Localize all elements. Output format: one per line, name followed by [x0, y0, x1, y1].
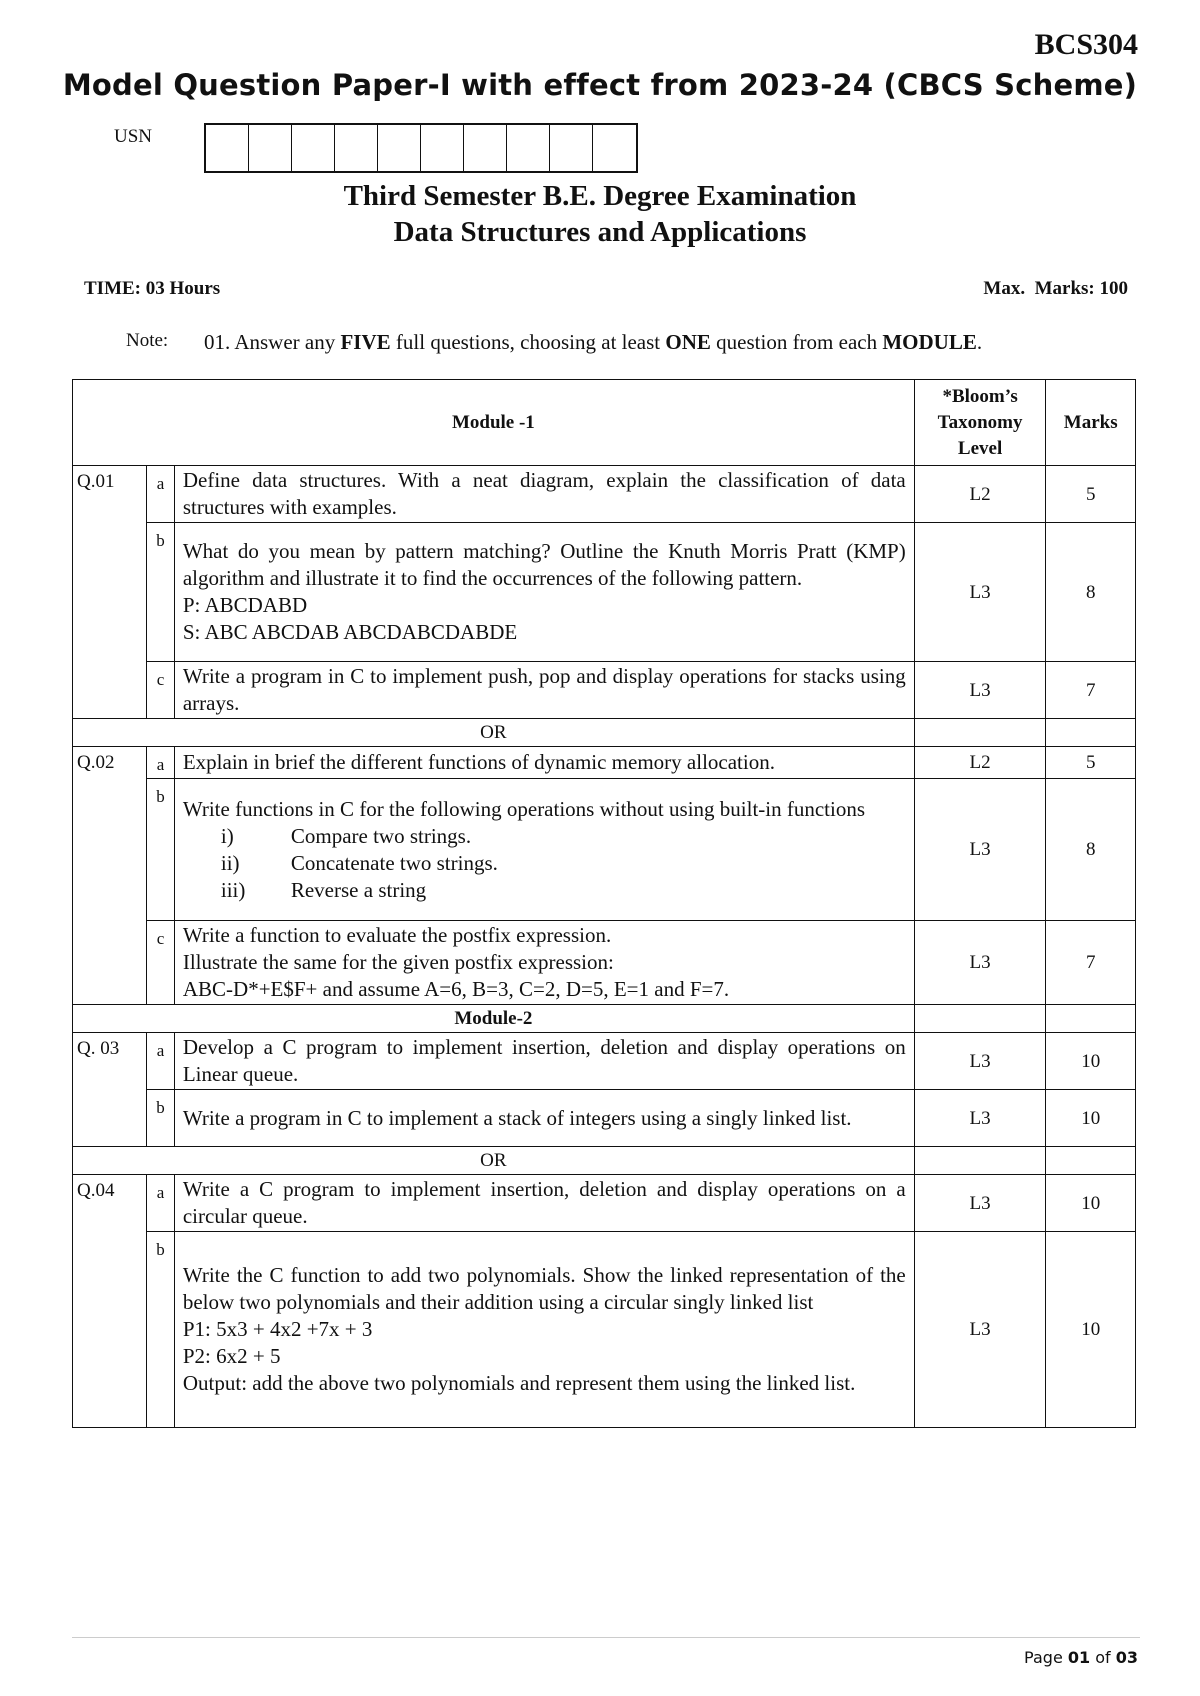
- empty-cell: [914, 719, 1046, 747]
- question-table: [72, 379, 1136, 1428]
- or-row: [73, 1147, 1136, 1175]
- question-text: Explain in brief the different functions of dynamic memory allocation.: [174, 747, 914, 779]
- marks-value: 10: [1046, 1090, 1136, 1147]
- string-line: S: ABC ABCDAB ABCDABCDABDE: [182, 620, 518, 644]
- question-text: Develop a C program to implement insertion, deletion and display operations on Linear queue.: [174, 1033, 914, 1090]
- sub-question-letter: b: [147, 1090, 175, 1147]
- note-part: .: [976, 330, 983, 354]
- max-marks: Max. Marks: 100: [983, 278, 1128, 299]
- question-text: Write a C program to implement insertion, deletion and display operations on a circular queue.: [174, 1175, 914, 1232]
- subject-title: Data Structures and Applications: [393, 216, 807, 248]
- marks-value: 8: [1046, 779, 1136, 921]
- footer-part: Page: [1024, 1648, 1068, 1667]
- polynomial-p1: P1: 5x3 + 4x2 +7x + 3: [182, 1317, 373, 1341]
- question-number: Q.02: [73, 747, 147, 1005]
- sub-question-letter: a: [147, 1033, 175, 1090]
- question-text: What do you mean by pattern matching? Outline the Knuth Morris Pratt (KMP) algorithm and illustrate it to find the occurrences of the following pattern.: [182, 539, 906, 590]
- sub-question-letter: c: [147, 662, 175, 719]
- question-number: Q. 03: [73, 1033, 147, 1147]
- sub-question-letter: b: [147, 779, 175, 921]
- note-label: Note:: [126, 330, 169, 351]
- list-item: [183, 850, 906, 877]
- empty-cell: [914, 1147, 1046, 1175]
- table-row: [73, 1033, 1136, 1090]
- usn-box: [206, 125, 249, 171]
- polynomial-p2: P2: 6x2 + 5: [182, 1344, 281, 1368]
- marks-value: 10: [1046, 1033, 1136, 1090]
- question-text-block: [174, 1232, 914, 1428]
- exam-heading: [0, 178, 1200, 250]
- module-header: Module -1: [73, 380, 915, 466]
- or-separator: OR: [73, 1147, 915, 1175]
- question-text-block: [174, 779, 914, 921]
- empty-cell: [1046, 719, 1136, 747]
- marks-value: 8: [1046, 523, 1136, 662]
- table-row: [73, 466, 1136, 523]
- table-row: [73, 747, 1136, 779]
- note-part: question from each: [710, 330, 883, 354]
- bloom-level: L3: [914, 1232, 1046, 1428]
- usn-box: [550, 125, 593, 171]
- bloom-level: L2: [914, 466, 1046, 523]
- bloom-level: L3: [914, 1090, 1046, 1147]
- usn-box: [593, 125, 636, 171]
- postfix-expression: ABC-D*+E$F+ and assume A=6, B=3, C=2, D=5, E=1 and F=7.: [182, 977, 730, 1001]
- list-item-number: ii): [220, 850, 240, 875]
- usn-box: [292, 125, 335, 171]
- usn-box: [464, 125, 507, 171]
- note-part: full questions, choosing at least: [390, 330, 666, 354]
- table-row: [73, 779, 1136, 921]
- question-text: Illustrate the same for the given postfix expression:: [182, 950, 614, 974]
- usn-box: [378, 125, 421, 171]
- list-item-text: Concatenate two strings.: [290, 850, 498, 875]
- question-number: Q.01: [73, 466, 147, 719]
- question-text-block: [174, 921, 914, 1005]
- page-total: 03: [1115, 1648, 1138, 1667]
- exam-title: Third Semester B.E. Degree Examination: [343, 180, 857, 212]
- bloom-level: L3: [914, 523, 1046, 662]
- marks-value: 7: [1046, 921, 1136, 1005]
- empty-cell: [1046, 1005, 1136, 1033]
- note-part: 01. Answer any: [204, 330, 341, 354]
- list-item: [183, 877, 906, 904]
- sub-question-letter: c: [147, 921, 175, 1005]
- empty-cell: [1046, 1147, 1136, 1175]
- footer-divider: [72, 1637, 1140, 1638]
- or-row: [73, 719, 1136, 747]
- marks-value: 5: [1046, 466, 1136, 523]
- usn-box: [507, 125, 550, 171]
- list-item-number: iii): [220, 877, 246, 902]
- list-item-text: Reverse a string: [290, 877, 427, 902]
- list-item-text: Compare two strings.: [290, 823, 472, 848]
- module-row: [73, 1005, 1136, 1033]
- question-text: Write a function to evaluate the postfix expression.: [182, 923, 612, 947]
- bloom-level: L3: [914, 921, 1046, 1005]
- table-row: [73, 921, 1136, 1005]
- question-text: Write a program in C to implement push, pop and display operations for stacks using arrays.: [174, 662, 914, 719]
- table-row: [73, 523, 1136, 662]
- table-row: [73, 1090, 1136, 1147]
- note-emphasis: MODULE: [882, 330, 977, 354]
- bloom-level: L3: [914, 1175, 1046, 1232]
- exam-time: TIME: 03 Hours: [84, 278, 221, 299]
- question-text-block: [174, 523, 914, 662]
- question-text: Output: add the above two polynomials and represent them using the linked list.: [182, 1371, 856, 1395]
- list-item: [183, 823, 906, 850]
- sub-question-letter: a: [147, 1175, 175, 1232]
- note-emphasis: FIVE: [340, 330, 391, 354]
- course-code: BCS304: [1034, 28, 1138, 61]
- table-row: [73, 662, 1136, 719]
- question-text: Write the C function to add two polynomials. Show the linked representation of the below two polynomials and their addition using a circular singly linked list: [182, 1263, 906, 1314]
- usn-box: [335, 125, 378, 171]
- table-row: [73, 1232, 1136, 1428]
- marks-header: Marks: [1046, 380, 1136, 466]
- empty-cell: [914, 1005, 1046, 1033]
- page-footer: [1024, 1648, 1138, 1667]
- sub-question-letter: a: [147, 466, 175, 523]
- usn-box: [249, 125, 292, 171]
- table-header-row: [73, 380, 1136, 466]
- question-text: Define data structures. With a neat diagram, explain the classification of data structures with examples.: [174, 466, 914, 523]
- marks-value: 10: [1046, 1175, 1136, 1232]
- marks-value: 10: [1046, 1232, 1136, 1428]
- usn-label: USN: [114, 126, 153, 147]
- or-separator: OR: [73, 719, 915, 747]
- usn-box: [421, 125, 464, 171]
- table-row: [73, 1175, 1136, 1232]
- paper-title: Model Question Paper-I with effect from 2023-24 (CBCS Scheme): [62, 68, 1138, 102]
- bloom-level: L3: [914, 779, 1046, 921]
- footer-part: of: [1090, 1648, 1116, 1667]
- bloom-level: L2: [914, 747, 1046, 779]
- sub-question-letter: b: [147, 1232, 175, 1428]
- marks-value: 5: [1046, 747, 1136, 779]
- question-text: Write a program in C to implement a stack of integers using a singly linked list.: [174, 1090, 914, 1147]
- usn-boxes: [204, 123, 638, 173]
- bloom-level: L3: [914, 1033, 1046, 1090]
- sub-question-letter: a: [147, 747, 175, 779]
- question-text: Write functions in C for the following operations without using built-in functions: [182, 796, 866, 821]
- question-number: Q.04: [73, 1175, 147, 1428]
- note-text: [204, 330, 982, 355]
- bloom-level: L3: [914, 662, 1046, 719]
- pattern-line: P: ABCDABD: [182, 593, 308, 617]
- sub-question-letter: b: [147, 523, 175, 662]
- note-emphasis: ONE: [665, 330, 711, 354]
- bloom-header: *Bloom’s Taxonomy Level: [914, 380, 1046, 466]
- module-heading: Module-2: [73, 1005, 915, 1033]
- marks-value: 7: [1046, 662, 1136, 719]
- page-number: 01: [1067, 1648, 1091, 1667]
- list-item-number: i): [220, 823, 234, 848]
